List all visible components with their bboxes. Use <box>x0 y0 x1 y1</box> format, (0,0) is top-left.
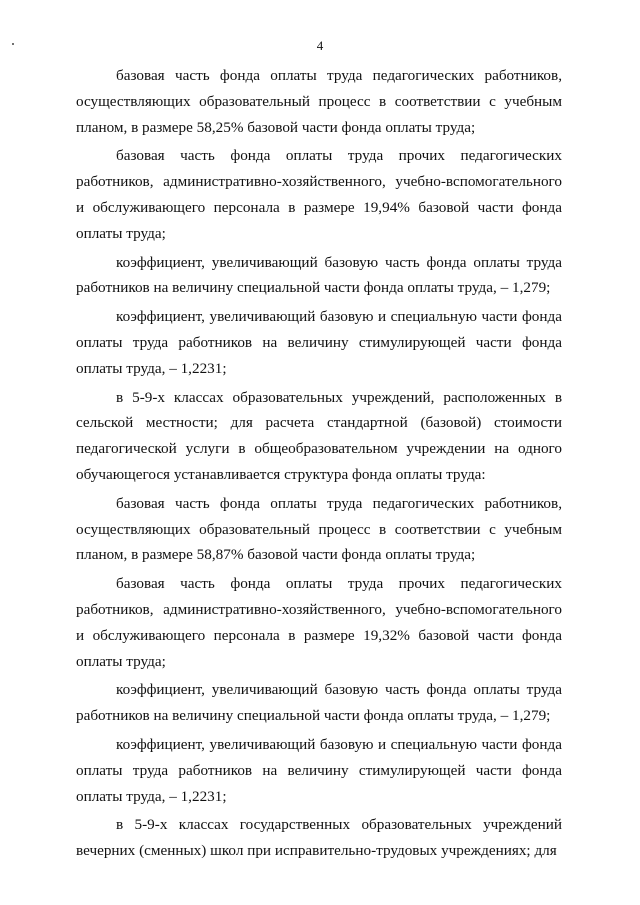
page-number: 4 <box>316 38 324 53</box>
paragraph-2: базовая часть фонда оплаты труда прочих педагогических работников, административно-хозяйственного, учебно-вспомогательного и обслуживающего персонала в размере 19,94% базовой части фонда оплаты труда; <box>76 147 562 242</box>
paragraph-3: коэффициент, увеличивающий базовую часть фонда оплаты труда работников на величину специальной части фонда оплаты труда, – 1,279; <box>76 253 562 297</box>
document-body <box>76 63 562 863</box>
paragraph-4: коэффициент, увеличивающий базовую и специальную части фонда оплаты труда работников на величину стимулирующей части фонда оплаты труда, – 1,2231; <box>76 308 562 377</box>
paragraph-1: базовая часть фонда оплаты труда педагогических работников, осуществляющих образовательный процесс в соответствии с учебным планом, в размере 58,25% базовой части фонда оплаты труда; <box>76 67 562 136</box>
paragraph-9: коэффициент, увеличивающий базовую и специальную части фонда оплаты труда работников на величину стимулирующей части фонда оплаты труда, – 1,2231; <box>76 735 562 805</box>
paragraph-7: базовая часть фонда оплаты труда прочих педагогических работников, административно-хозяйственного, учебно-вспомогательного и обслуживающего персонала в размере 19,32% базовой части фонда оплаты труда; <box>76 575 562 670</box>
paragraph-6: базовая часть фонда оплаты труда педагогических работников, осуществляющих образовательный процесс в соответствии с учебным планом, в размере 58,87% базовой части фонда оплаты труда; <box>76 494 562 564</box>
paragraph-5: в 5-9-х классах образовательных учреждений, расположенных в сельской местности; для расчета стандартной (базовой) стоимости педагогической услуги в общеобразовательном учреждении на одного обучающегося устанавливается структура фонда оплаты труда: <box>76 388 562 483</box>
paragraph-8: коэффициент, увеличивающий базовую часть фонда оплаты труда работников на величину специальной части фонда оплаты труда, – 1,279; <box>76 681 562 725</box>
paragraph-10: в 5-9-х классах государственных образовательных учреждений вечерних (сменных) школ при исправительно-трудовых учреждениях; для <box>76 816 562 859</box>
